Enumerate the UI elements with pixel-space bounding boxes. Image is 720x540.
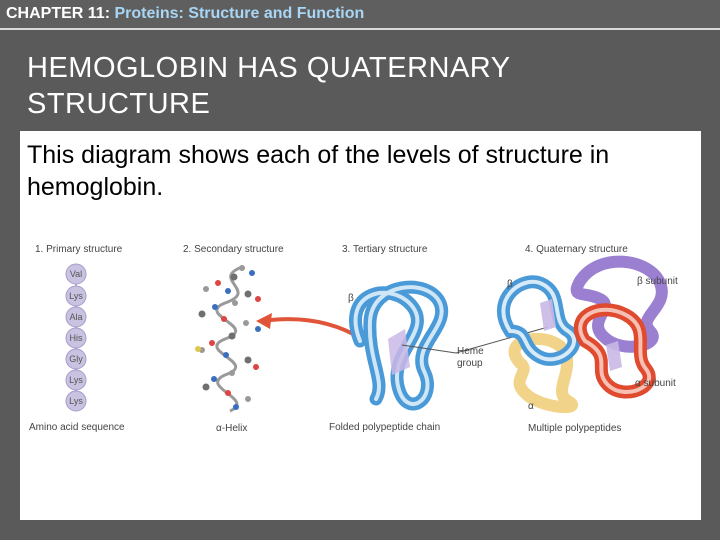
panel-heading-secondary: 2. Secondary structure — [183, 244, 284, 255]
chapter-header-bar — [0, 0, 720, 30]
alpha-label-quaternary: α — [528, 401, 534, 412]
panel-caption-quaternary: Multiple polypeptides — [528, 423, 622, 434]
hemoglobin-structure-diagram — [20, 131, 701, 520]
beta-subunit-label: β subunit — [637, 276, 678, 287]
beta-label-tertiary: β — [348, 293, 354, 304]
chapter-number: CHAPTER 11: — [6, 5, 111, 22]
panel-heading-quaternary: 4. Quaternary structure — [525, 244, 628, 255]
amino-acid-bead — [66, 328, 86, 348]
amino-acid-bead — [66, 349, 86, 369]
amino-acid-bead — [66, 307, 86, 327]
chapter-title: Proteins: Structure and Function — [114, 5, 365, 22]
content-panel — [20, 131, 701, 520]
chapter-header — [6, 5, 364, 23]
heme-group-label-line2: group — [457, 358, 483, 369]
beta-label-quaternary: β — [507, 279, 513, 290]
amino-acid-bead — [66, 286, 86, 306]
amino-acid-label: Val — [69, 269, 83, 279]
amino-acid-bead — [66, 370, 86, 390]
amino-acid-bead — [66, 264, 86, 284]
alpha-subunit-label: α subunit — [635, 378, 676, 389]
amino-acid-label: Ala — [69, 312, 83, 322]
amino-acid-label: Lys — [69, 291, 83, 301]
amino-acid-chain — [66, 264, 86, 411]
beta-subunit-back — [577, 262, 662, 347]
heme-group-label-line1: Heme — [457, 346, 484, 357]
panel-heading-tertiary: 3. Tertiary structure — [342, 244, 428, 255]
tertiary-folded-chain — [356, 287, 442, 404]
slide-body-text: This diagram shows each of the levels of structure in hemoglobin. — [27, 141, 610, 201]
slide-title: HEMOGLOBIN HAS QUATERNARY STRUCTURE — [27, 52, 511, 120]
helix-arrow — [262, 319, 362, 339]
panel-caption-primary: Amino acid sequence — [29, 422, 125, 433]
panel-heading-primary: 1. Primary structure — [35, 244, 123, 255]
amino-acid-label: Lys — [69, 375, 83, 385]
panel-caption-secondary: α-Helix — [216, 423, 248, 434]
amino-acid-label: Gly — [69, 354, 83, 364]
amino-acid-bead — [66, 391, 86, 411]
alpha-helix-model — [195, 265, 261, 411]
amino-acid-label: Lys — [69, 396, 83, 406]
amino-acid-label: His — [69, 333, 83, 343]
panel-caption-tertiary: Folded polypeptide chain — [329, 422, 441, 433]
